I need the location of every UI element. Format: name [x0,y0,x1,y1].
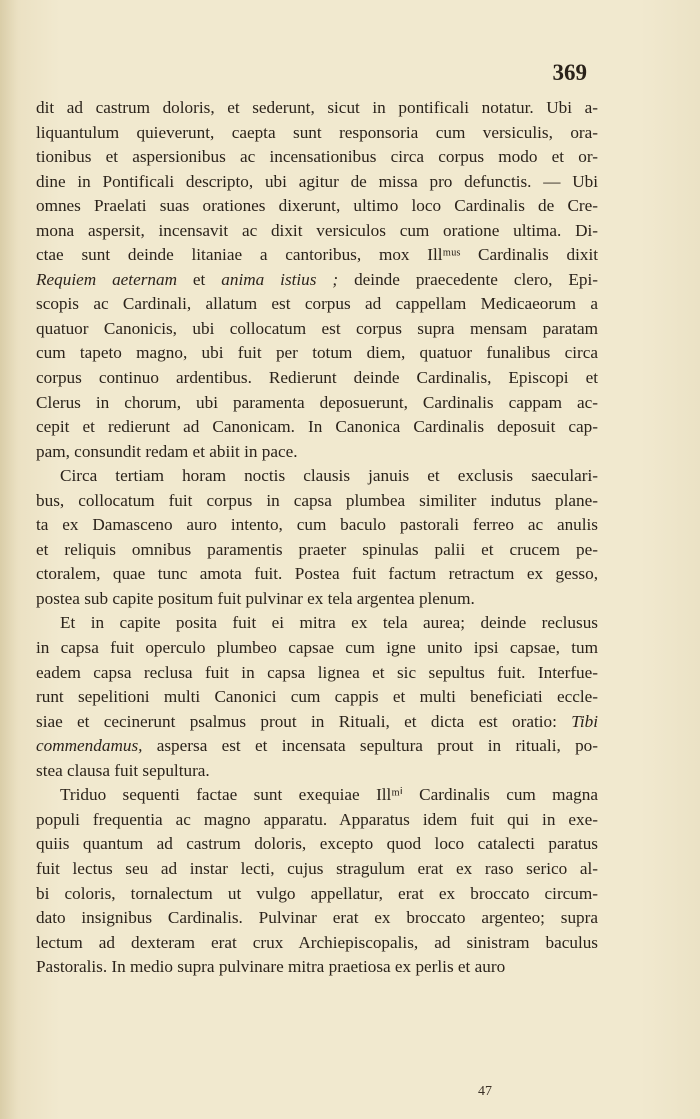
text-line [36,341,598,366]
text-line [36,832,598,857]
text-run: mona aspersit, incensavit ac dixit versiculos cum oratione ultima. Di- [36,220,598,240]
text-run: Et in capite posita fuit ei mitra ex tela aurea; deinde reclusus [60,613,598,633]
text-run: et reliquis omnibus paramentis praeter spinulas palii et crucem pe- [36,539,598,559]
paragraph [36,783,598,979]
text-run: runt sepelitioni multi Canonici cum cappis et multi beneficiati eccle- [36,687,598,707]
text-run: scopis ac Cardinali, allatum est corpus ad cappellam Medicaeorum a [36,294,598,314]
text-run: quiis quantum ad castrum doloris, excepto quod loco catalecti paratus [36,834,598,854]
text-run: cepit et redierunt ad Canonicam. In Canonica Cardinalis deposuit cap- [36,417,598,437]
text-run: populi frequentia ac magno apparatu. Apparatus idem fuit qui in exe- [36,809,598,829]
text-run: tionibus et aspersionibus ac incensationibus circa corpus modo et or- [36,147,598,167]
paragraph [36,464,598,611]
text-line [36,808,598,833]
text-run: ctoralem, quae tunc amota fuit. Postea fuit factum retractum ex gesso, [36,564,598,584]
text-run: siae et cecinerunt psalmus prout in Rituali, et dicta est oratio: [36,711,572,731]
text-run: pam, consundit redam et abiit in pace. [36,441,298,461]
page-number: 369 [552,60,587,85]
text-line [36,268,598,293]
text-line [36,145,598,170]
text-run: Circa tertiam horam noctis clausis januis et exclusis saeculari- [60,466,598,486]
text-run: corpus continuo ardentibus. Redierunt deinde Cardinalis, Episcopi et [36,368,598,388]
text-run: Triduo sequenti factae sunt exequiae Illᵐⁱ Cardinalis cum magna [60,785,598,805]
text-line [36,661,598,686]
text-line [36,587,598,612]
text-run: lectum ad dexteram erat crux Archiepiscopalis, ad sinistram baculus [36,932,598,952]
paragraph [36,611,598,783]
text-run: eadem capsa reclusa fuit in capsa lignea et sic sepultus fuit. Interfue- [36,662,598,682]
body-text [36,96,598,980]
text-line [36,783,598,808]
text-line [36,955,598,980]
text-run: ta ex Damasceno auro intento, cum baculo pastorali ferreo ac anulis [36,515,598,535]
text-run: fuit lectus seu ad instar lecti, cujus stragulum erat ex raso serico al- [36,858,598,878]
text-line [36,170,598,195]
text-run: bus, collocatum fuit corpus in capsa plumbea similiter indutus plane- [36,490,598,510]
text-run: bi coloris, tornalectum ut vulgo appellatur, erat ex broccato circum- [36,883,598,903]
text-line [36,538,598,563]
text-line [36,292,598,317]
text-line [36,219,598,244]
text-line [36,636,598,661]
signature-mark: 47 [478,1084,492,1099]
text-run: Clerus in chorum, ubi paramenta deposuerunt, Cardinalis cappam ac- [36,392,598,412]
text-run: ctae sunt deinde litaniae a cantoribus, mox Illᵐᵘˢ Cardinalis dixit [36,245,598,265]
text-run: in capsa fuit operculo plumbeo capsae cum igne unito ipsi capsae, tum [36,638,598,658]
italic-run: Tibi [571,711,598,731]
text-run: cum tapeto magno, ubi fuit per totum diem, quatuor funalibus circa [36,343,598,363]
text-run: liquantulum quieverunt, caepta sunt responsoria cum versiculis, ora- [36,122,598,142]
text-run: Pastoralis. In medio supra pulvinare mitra praetiosa ex perlis et auro [36,957,506,977]
text-line [36,489,598,514]
italic-run: anima istius ; [221,269,339,289]
text-line [36,882,598,907]
text-run: stea clausa fuit sepultura. [36,760,210,780]
text-line [36,121,598,146]
text-line [36,366,598,391]
text-line [36,562,598,587]
text-line [36,685,598,710]
text-run: omnes Praelati suas orationes dixerunt, ultimo loco Cardinalis de Cre- [36,196,598,216]
text-line [36,243,598,268]
text-line [36,611,598,636]
text-line [36,415,598,440]
text-line [36,440,598,465]
text-line [36,734,598,759]
text-line [36,710,598,735]
text-run: et [176,269,222,289]
text-line [36,391,598,416]
text-run: aspersa est et incensata sepultura prout in rituali, po- [142,736,598,756]
italic-run: Requiem aeternam [36,269,177,289]
text-run: dine in Pontificali descripto, ubi agitur de missa pro defunctis. — Ubi [36,171,598,191]
text-run: dato insignibus Cardinalis. Pulvinar erat ex broccato argenteo; supra [36,908,598,928]
text-line [36,759,598,784]
text-line [36,464,598,489]
text-run: deinde praecedente clero, Epi- [338,269,598,289]
text-run: quatuor Canonicis, ubi collocatum est corpus supra mensam paratam [36,318,598,338]
text-line [36,513,598,538]
text-run: dit ad castrum doloris, et sederunt, sicut in pontificali notatur. Ubi a- [36,98,598,117]
text-line [36,317,598,342]
italic-run: commendamus, [36,736,143,756]
text-run: postea sub capite positum fuit pulvinar ex tela argentea plenum. [36,588,475,608]
text-line [36,194,598,219]
text-line [36,857,598,882]
paragraph [36,96,598,464]
text-line [36,931,598,956]
text-line [36,906,598,931]
text-line [36,96,598,121]
